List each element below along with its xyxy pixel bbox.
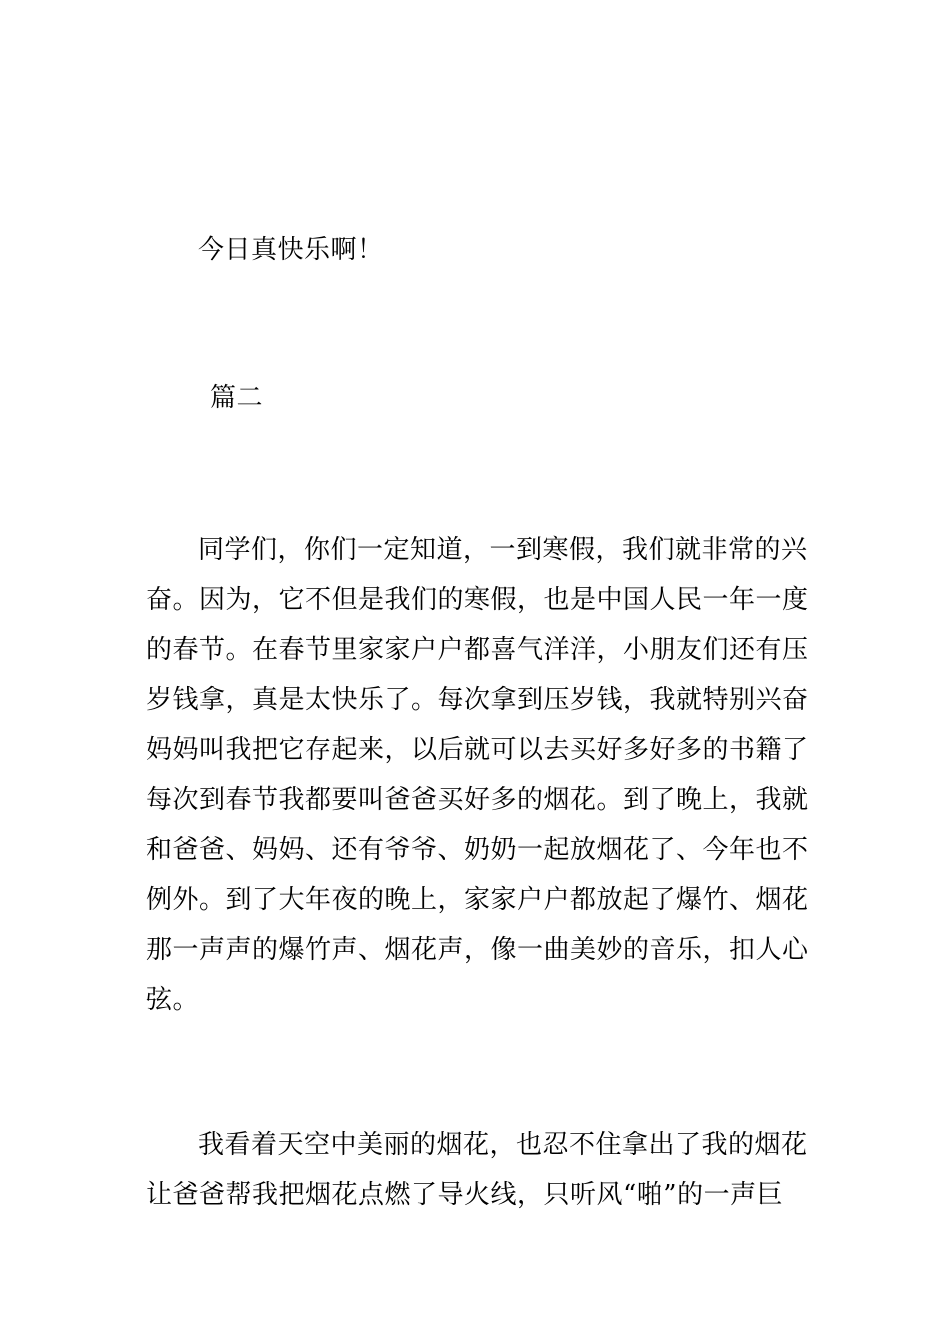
paragraph-line: 让爸爸帮我把烟花点燃了导火线，只听风“啪”的一声巨 (146, 1180, 784, 1210)
paragraph-line: 例外。到了大年夜的晚上，家家户户都放起了爆竹、烟花 (146, 885, 809, 915)
paragraph-line: 奋。因为，它不但是我们的寒假，也是中国人民一年一度 (146, 585, 809, 615)
paragraph-line: 和爸爸、妈妈、还有爷爷、奶奶一起放烟花了、今年也不 (146, 835, 809, 865)
opening-line: 今日真快乐啊！ (198, 235, 384, 265)
paragraph-line: 的春节。在春节里家家户户都喜气洋洋，小朋友们还有压 (146, 635, 809, 665)
paragraph-line: 那一声声的爆竹声、烟花声，像一曲美妙的音乐，扣人心 (146, 935, 809, 965)
paragraph-line: 每次到春节我都要叫爸爸买好多的烟花。到了晚上，我就 (146, 785, 809, 815)
paragraph-line: 同学们，你们一定知道，一到寒假，我们就非常的兴 (198, 535, 808, 565)
paragraph-line: 岁钱拿，真是太快乐了。每次拿到压岁钱，我就特别兴奋 (146, 685, 809, 715)
section-heading: 篇二 (210, 383, 264, 413)
paragraph-line: 妈妈叫我把它存起来，以后就可以去买好多好多的书籍了 (146, 735, 809, 765)
paragraph-line: 弦。 (146, 985, 200, 1015)
paragraph-line: 我看着天空中美丽的烟花，也忍不住拿出了我的烟花 (198, 1130, 808, 1160)
